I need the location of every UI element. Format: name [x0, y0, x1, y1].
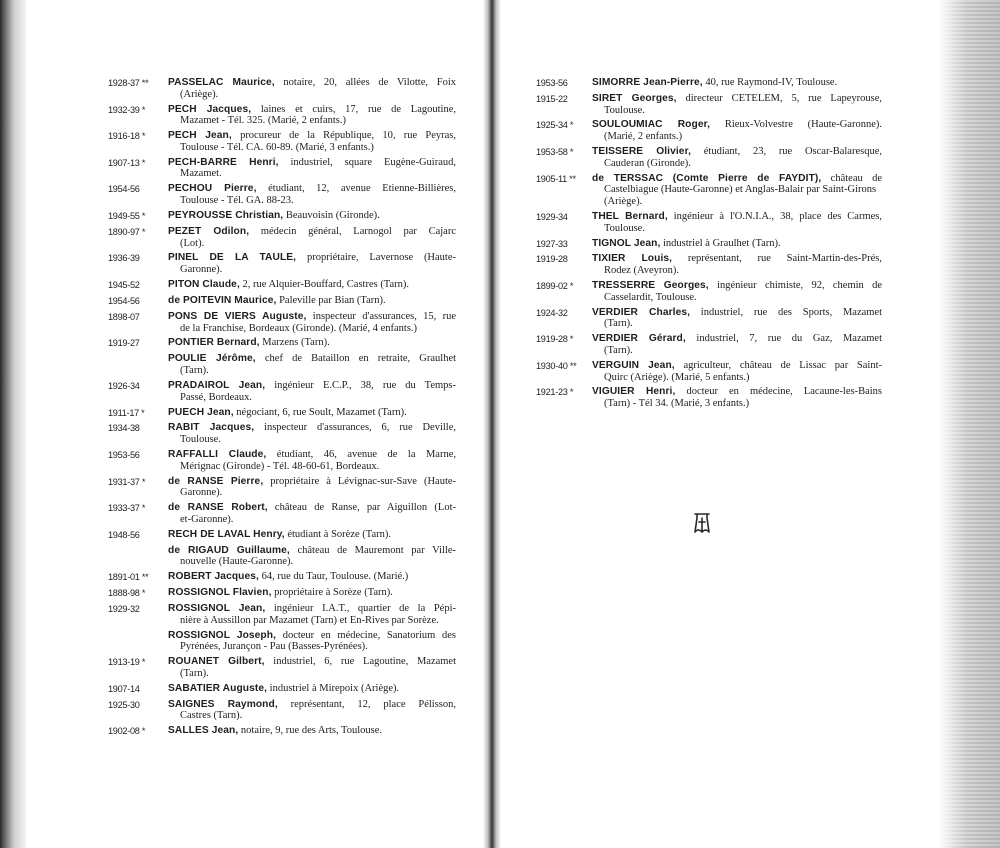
directory-entry — [108, 449, 456, 472]
directory-entry — [108, 725, 456, 738]
entry-continuation: nière à Aussillon par Mazamet (Tarn) et En-Rives par Sorèze. — [180, 614, 439, 626]
entry-name: PECH Jacques, — [168, 103, 252, 115]
entry-details: ingénieur I.A.T., quartier de la Pépi- — [273, 603, 457, 615]
entry-continuation: (Tarn). — [604, 344, 633, 356]
directory-entry — [108, 295, 456, 308]
entry-text — [168, 630, 456, 653]
entry-continuation: (Tarn) - Tél 34. (Marié, 3 enfants.) — [604, 398, 750, 410]
entry-text — [168, 502, 456, 525]
entry-years: 1954-56 — [108, 184, 140, 195]
entry-years: 1905-11 ** — [536, 173, 576, 184]
entry-continuation: Toulouse. — [604, 104, 645, 116]
entry-continuation: Mazamet. — [180, 168, 222, 180]
entry-years: 1919-28 — [536, 254, 568, 265]
directory-entry — [108, 337, 456, 350]
entry-first-line — [592, 173, 882, 185]
entry-details: chef de Bataillon en retraite, Graulhet — [264, 353, 457, 365]
entry-text — [168, 226, 456, 249]
entry-details: ingénieur E.C.P., 38, rue du Temps- — [274, 379, 456, 391]
page-edge-right — [938, 0, 1000, 848]
entry-text — [592, 211, 882, 234]
entry-text — [592, 119, 882, 142]
entry-details: ingénieur à l'O.N.I.A., 38, place des Carmes, — [673, 210, 882, 222]
entry-details: château de — [830, 172, 882, 184]
entry-details: Beauvoisin (Gironde). — [285, 209, 380, 221]
directory-entry — [108, 529, 456, 542]
entry-details: négociant, 6, rue Soult, Mazamet (Tarn). — [236, 406, 407, 418]
entry-name: RAFFALLI Claude, — [168, 448, 267, 460]
entry-years: 1953-56 — [108, 449, 140, 460]
entry-first-line — [168, 252, 456, 264]
directory-entry — [536, 93, 882, 116]
entry-continuation: de la Franchise, Bordeaux (Gironde). (Marié, 4 enfants.) — [180, 322, 418, 334]
entry-continuation: (Lot). — [180, 237, 205, 249]
entry-name: ROSSIGNOL Jean, — [168, 603, 266, 615]
entry-years: 1915-22 — [536, 93, 568, 104]
entry-details: industriel à Graulhet (Tarn). — [663, 237, 781, 249]
entry-name: PUECH Jean, — [168, 406, 234, 418]
entry-continuation: Toulouse - Tél. CA. 60-89. (Marié, 3 enfants.) — [180, 141, 374, 153]
directory-entry — [108, 422, 456, 445]
directory-entry — [536, 333, 882, 356]
entry-continuation: Mérignac (Gironde) - Tél. 48-60-61, Bordeaux. — [180, 460, 380, 472]
entry-text — [168, 104, 456, 127]
entry-first-line — [168, 226, 456, 238]
entry-details: médecin général, Larnogol par Cajarc — [260, 225, 456, 237]
entry-details: représentant, rue Saint-Martin-des-Prés, — [687, 253, 882, 265]
entry-text — [592, 280, 882, 303]
entry-details: représentant, 12, place Pélisson, — [290, 698, 457, 710]
entry-text — [168, 603, 456, 626]
entry-years: 1929-32 — [108, 604, 140, 615]
entry-first-line — [592, 333, 882, 345]
entry-text — [168, 157, 456, 180]
entry-name: de RIGAUD Guillaume, — [168, 544, 290, 556]
entry-details: inspecteur d'assurances, 6, rue Deville, — [264, 422, 457, 434]
directory-entry — [108, 210, 456, 223]
entry-first-line — [168, 130, 456, 142]
directory-entry — [108, 630, 456, 653]
entry-name: SALLES Jean, — [168, 725, 239, 737]
entry-name: TIGNOL Jean, — [592, 237, 661, 249]
entry-name: PECHOU Pierre, — [168, 183, 257, 195]
entry-details: inspecteur d'assurances, 15, rue — [312, 310, 456, 322]
entry-text — [168, 353, 456, 376]
directory-entry — [108, 77, 456, 100]
directory-entry — [108, 476, 456, 499]
entry-years — [108, 353, 168, 354]
entry-years: 1907-13 * — [108, 157, 146, 168]
entry-first-line — [168, 587, 456, 599]
entry-first-line — [168, 157, 456, 169]
entry-continuation: Rodez (Aveyron). — [604, 265, 680, 277]
entry-text — [168, 529, 456, 541]
entry-first-line — [168, 353, 456, 365]
entry-years: 1945-52 — [108, 280, 140, 291]
entry-continuation: (Tarn). — [180, 667, 209, 679]
directory-entry — [108, 380, 456, 403]
entry-first-line — [168, 337, 456, 349]
entry-years: 1929-34 — [536, 211, 568, 222]
directory-entry — [536, 146, 882, 169]
entry-years: 1890-97 * — [108, 226, 146, 237]
entry-years: 1925-34 * — [536, 120, 574, 131]
entry-name: de TERSSAC (Comte Pierre de FAYDIT), — [592, 172, 822, 184]
directory-entry — [536, 238, 882, 251]
directory-entry — [108, 683, 456, 696]
entry-text — [168, 77, 456, 100]
entry-text — [168, 449, 456, 472]
entry-text — [592, 307, 882, 330]
entry-text — [168, 422, 456, 445]
entry-details: Paleville par Bian (Tarn). — [279, 294, 386, 306]
entry-first-line — [168, 683, 456, 695]
entry-years: 1924-32 — [536, 307, 568, 318]
entry-name: PECH-BARRE Henri, — [168, 156, 279, 168]
entry-details: industriel, rue des Sports, Mazamet — [700, 306, 883, 318]
entry-first-line — [168, 77, 456, 89]
entry-name: de RANSE Pierre, — [168, 475, 264, 487]
entry-text — [168, 699, 456, 722]
entry-first-line — [168, 183, 456, 195]
entry-details: ingénieur chimiste, 92, chemin de — [717, 280, 883, 292]
directory-entry — [536, 173, 882, 208]
entry-first-line — [592, 386, 882, 398]
entry-name: SOULOUMIAC Roger, — [592, 119, 711, 131]
entry-years: 1948-56 — [108, 529, 140, 540]
entry-name: PITON Claude, — [168, 279, 240, 291]
directory-entry — [536, 307, 882, 330]
directory-entry — [108, 571, 456, 584]
entry-name: PECH Jean, — [168, 130, 232, 142]
entry-first-line — [168, 449, 456, 461]
entry-details: propriétaire, Lavernose (Haute- — [306, 252, 457, 264]
entry-text — [168, 476, 456, 499]
entry-years: 1916-18 * — [108, 131, 146, 142]
entry-text — [592, 173, 882, 208]
entry-continuation: (Marié, 2 enfants.) — [604, 131, 683, 143]
entry-first-line — [592, 238, 882, 250]
entry-first-line — [168, 656, 456, 668]
entry-text — [168, 130, 456, 153]
entry-details: directeur CETELEM, 5, rue Lapeyrouse, — [685, 92, 883, 104]
entry-details: étudiant à Sorèze (Tarn). — [287, 528, 391, 540]
entry-details: propriétaire à Sorèze (Tarn). — [274, 587, 393, 599]
directory-entry — [108, 545, 456, 568]
entry-years: 1936-39 — [108, 253, 140, 264]
entry-name: de RANSE Robert, — [168, 502, 268, 514]
entry-name: PONTIER Bernard, — [168, 337, 260, 349]
entry-text — [168, 252, 456, 275]
entry-first-line — [592, 360, 882, 372]
directory-entry — [108, 353, 456, 376]
directory-entry — [108, 104, 456, 127]
entry-first-line — [592, 146, 882, 158]
entry-continuation: Pyrénées, Jurançon - Pau (Basses-Pyrénées). — [180, 641, 368, 653]
entry-first-line — [168, 502, 456, 514]
entry-name: VERDIER Gérard, — [592, 333, 686, 345]
directory-entry — [108, 157, 456, 180]
entry-first-line — [168, 407, 456, 419]
entry-first-line — [168, 603, 456, 615]
entry-text — [168, 656, 456, 679]
entry-name: ROSSIGNOL Joseph, — [168, 629, 277, 641]
entry-text — [592, 360, 882, 383]
entry-name: PEYROUSSE Christian, — [168, 209, 284, 221]
entry-name: SIRET Georges, — [592, 92, 677, 104]
directory-entry — [108, 587, 456, 600]
entry-years: 1919-27 — [108, 338, 140, 349]
entry-years: 1902-08 * — [108, 726, 146, 737]
entry-name: VERDIER Charles, — [592, 306, 691, 318]
entry-years: 1926-34 — [108, 380, 140, 391]
entry-continuation: nouvelle (Haute-Garonne). — [180, 556, 294, 568]
entry-text — [168, 380, 456, 403]
entry-name: VERGUIN Jean, — [592, 359, 675, 371]
entry-first-line — [168, 529, 456, 541]
entry-name: THEL Bernard, — [592, 210, 668, 222]
page-edge-left — [0, 0, 26, 848]
directory-entry — [108, 279, 456, 292]
entry-details: 40, rue Raymond-IV, Toulouse. — [705, 77, 838, 88]
entry-name: de POITEVIN Maurice, — [168, 294, 277, 306]
entry-years: 1925-30 — [108, 699, 140, 710]
directory-entry — [536, 77, 882, 90]
entry-text — [168, 183, 456, 206]
entry-details: étudiant, 23, rue Oscar-Balaresque, — [703, 146, 883, 158]
entry-continuation: (Tarn). — [180, 365, 209, 377]
entry-first-line — [168, 380, 456, 392]
entry-years: 1888-98 * — [108, 588, 146, 599]
entry-first-line — [168, 104, 456, 116]
entry-text — [168, 545, 456, 568]
entry-details: Rieux-Volvestre (Haute-Garonne). — [724, 119, 882, 131]
entry-years: 1934-38 — [108, 423, 140, 434]
entry-name: PINEL DE LA TAULE, — [168, 252, 297, 264]
entry-details: laines et cuirs, 17, rue de Lagoutine, — [260, 103, 457, 115]
entry-text — [168, 587, 456, 599]
entry-details: agriculteur, château de Lissac par Saint- — [683, 359, 883, 371]
entry-first-line — [592, 77, 882, 89]
entry-details: docteur en médecine, Sanatorium des — [282, 629, 456, 641]
entry-text — [168, 279, 456, 291]
entry-text — [592, 93, 882, 116]
entry-text — [168, 571, 456, 583]
entry-first-line — [168, 311, 456, 323]
entry-continuation: Toulouse. — [604, 222, 645, 234]
entry-first-line — [592, 280, 882, 292]
entry-details: étudiant, 12, avenue Etienne-Billières, — [268, 183, 456, 195]
entry-continuation: Toulouse. — [180, 434, 221, 446]
entry-details: château de Mauremont par Ville- — [297, 544, 456, 556]
entry-continuation: Passé, Bordeaux. — [180, 391, 253, 403]
directory-entry — [108, 226, 456, 249]
entry-details: industriel, square Eugène-Guiraud, — [290, 156, 456, 168]
entry-name: ROBERT Jacques, — [168, 571, 259, 583]
entry-years: 1931-37 * — [108, 476, 146, 487]
entry-first-line — [592, 93, 882, 105]
entry-continuation: Castres (Tarn). — [180, 710, 243, 722]
entry-details: notaire, 9, rue des Arts, Toulouse. — [240, 725, 382, 737]
entry-name: VIGUIER Henri, — [592, 386, 676, 398]
book-gutter — [483, 0, 501, 848]
entry-first-line — [168, 279, 456, 291]
entry-years: 1949-55 * — [108, 210, 146, 221]
entry-details: procureur de la République, 10, rue Peyras, — [240, 130, 457, 142]
entry-details: industriel, 7, rue du Gaz, Mazamet — [696, 333, 883, 345]
right-page-directory — [536, 77, 882, 413]
entry-name: SABATIER Auguste, — [168, 682, 268, 694]
entry-text — [168, 210, 456, 222]
entry-first-line — [168, 699, 456, 711]
entry-details: 64, rue du Taur, Toulouse. (Marié.) — [261, 571, 409, 583]
entry-years: 1898-07 — [108, 311, 140, 322]
entry-continuation: Garonne). — [180, 487, 223, 499]
entry-details: 2, rue Alquier-Bouffard, Castres (Tarn). — [242, 279, 410, 291]
entry-years: 1891-01 ** — [108, 572, 149, 583]
entry-first-line — [168, 422, 456, 434]
entry-name: PEZET Odilon, — [168, 225, 250, 237]
entry-text — [168, 683, 456, 695]
entry-years: 1953-58 * — [536, 147, 574, 158]
directory-entry — [108, 183, 456, 206]
entry-name: PRADAIROL Jean, — [168, 379, 266, 391]
directory-entry — [108, 311, 456, 334]
entry-years: 1927-33 — [536, 238, 568, 249]
entry-name: TRESSERRE Georges, — [592, 280, 709, 292]
left-page-directory — [108, 77, 456, 741]
entry-text — [592, 238, 882, 250]
entry-text — [592, 333, 882, 356]
directory-entry — [108, 502, 456, 525]
entry-text — [168, 407, 456, 419]
entry-years: 1953-56 — [536, 78, 568, 88]
directory-entry — [536, 253, 882, 276]
entry-years: 1899-02 * — [536, 281, 574, 292]
directory-entry — [536, 280, 882, 303]
tower-ornament-icon — [692, 512, 712, 536]
entry-first-line — [168, 725, 456, 737]
entry-continuation: et-Garonne). — [180, 513, 234, 525]
directory-entry — [536, 211, 882, 234]
entry-years: 1919-28 * — [536, 334, 574, 345]
entry-continuation: Quirc (Ariège). (Marié, 5 enfants.) — [604, 371, 750, 383]
entry-first-line — [592, 307, 882, 319]
entry-details: château de Ranse, par Aiguillon (Lot- — [274, 502, 456, 514]
entry-first-line — [592, 253, 882, 265]
entry-years — [108, 630, 168, 631]
entry-text — [592, 146, 882, 169]
directory-entry — [108, 656, 456, 679]
entry-first-line — [168, 210, 456, 222]
entry-continuation: Garonne). — [180, 264, 223, 276]
entry-name: PONS DE VIERS Auguste, — [168, 310, 307, 322]
entry-continuation: Castelbiague (Haute-Garonne) et Anglas-Balair par Saint-Girons (Ariège). — [604, 184, 877, 208]
entry-details: docteur en médecine, Lacaune-les-Bains — [686, 386, 882, 398]
directory-entry — [108, 252, 456, 275]
entry-details: notaire, 20, allées de Vilotte, Foix — [283, 77, 456, 88]
entry-first-line — [592, 211, 882, 223]
entry-years — [108, 545, 168, 546]
entry-name: SAIGNES Raymond, — [168, 698, 278, 710]
entry-name: POULIE Jérôme, — [168, 353, 256, 365]
entry-name: ROSSIGNOL Flavien, — [168, 587, 272, 599]
directory-entry — [108, 130, 456, 153]
entry-continuation: Toulouse - Tél. GA. 88-23. — [180, 195, 294, 207]
directory-entry — [108, 603, 456, 626]
entry-text — [592, 77, 882, 89]
entry-years: 1913-19 * — [108, 657, 146, 668]
entry-first-line — [168, 571, 456, 583]
entry-text — [168, 337, 456, 349]
entry-first-line — [168, 295, 456, 307]
entry-years: 1933-37 * — [108, 503, 146, 514]
directory-entry — [108, 699, 456, 722]
entry-text — [168, 311, 456, 334]
entry-first-line — [168, 545, 456, 557]
entry-details: industriel à Mirepoix (Ariège). — [269, 682, 400, 694]
entry-first-line — [592, 119, 882, 131]
entry-name: RECH DE LAVAL Henry, — [168, 528, 285, 540]
entry-name: TEISSERE Olivier, — [592, 146, 692, 158]
entry-continuation: (Ariège). — [180, 88, 219, 100]
directory-entry — [536, 360, 882, 383]
entry-text — [592, 253, 882, 276]
entry-years: 1954-56 — [108, 295, 140, 306]
entry-text — [168, 725, 456, 737]
entry-continuation: Mazamet - Tél. 325. (Marié, 2 enfants.) — [180, 115, 346, 127]
entry-details: étudiant, 46, avenue de la Marne, — [276, 448, 456, 460]
entry-years: 1911-17 * — [108, 407, 145, 418]
entry-details: propriétaire à Lévignac-sur-Save (Haute- — [270, 475, 457, 487]
directory-entry — [536, 119, 882, 142]
directory-entry — [536, 386, 882, 409]
entry-years: 1928-37 ** — [108, 78, 149, 88]
entry-years: 1921-23 * — [536, 387, 574, 398]
entry-details: industriel, 6, rue Lagoutine, Mazamet — [273, 656, 457, 668]
entry-details: Marzens (Tarn). — [262, 337, 330, 349]
entry-name: SIMORRE Jean-Pierre, — [592, 77, 703, 88]
entry-first-line — [168, 630, 456, 642]
entry-continuation: (Tarn). — [604, 318, 633, 330]
entry-years: 1930-40 ** — [536, 360, 577, 371]
entry-continuation: Casselardit, Toulouse. — [604, 291, 697, 303]
entry-name: RABIT Jacques, — [168, 422, 255, 434]
entry-name: PASSELAC Maurice, — [168, 77, 275, 88]
entry-name: TIXIER Louis, — [592, 253, 673, 265]
directory-entry — [108, 407, 456, 420]
entry-text — [168, 295, 456, 307]
entry-continuation: Cauderan (Gironde). — [604, 157, 691, 169]
entry-text — [592, 386, 882, 409]
entry-years: 1932-39 * — [108, 104, 146, 115]
entry-years: 1907-14 — [108, 683, 140, 694]
entry-first-line — [168, 476, 456, 488]
entry-name: ROUANET Gilbert, — [168, 656, 265, 668]
